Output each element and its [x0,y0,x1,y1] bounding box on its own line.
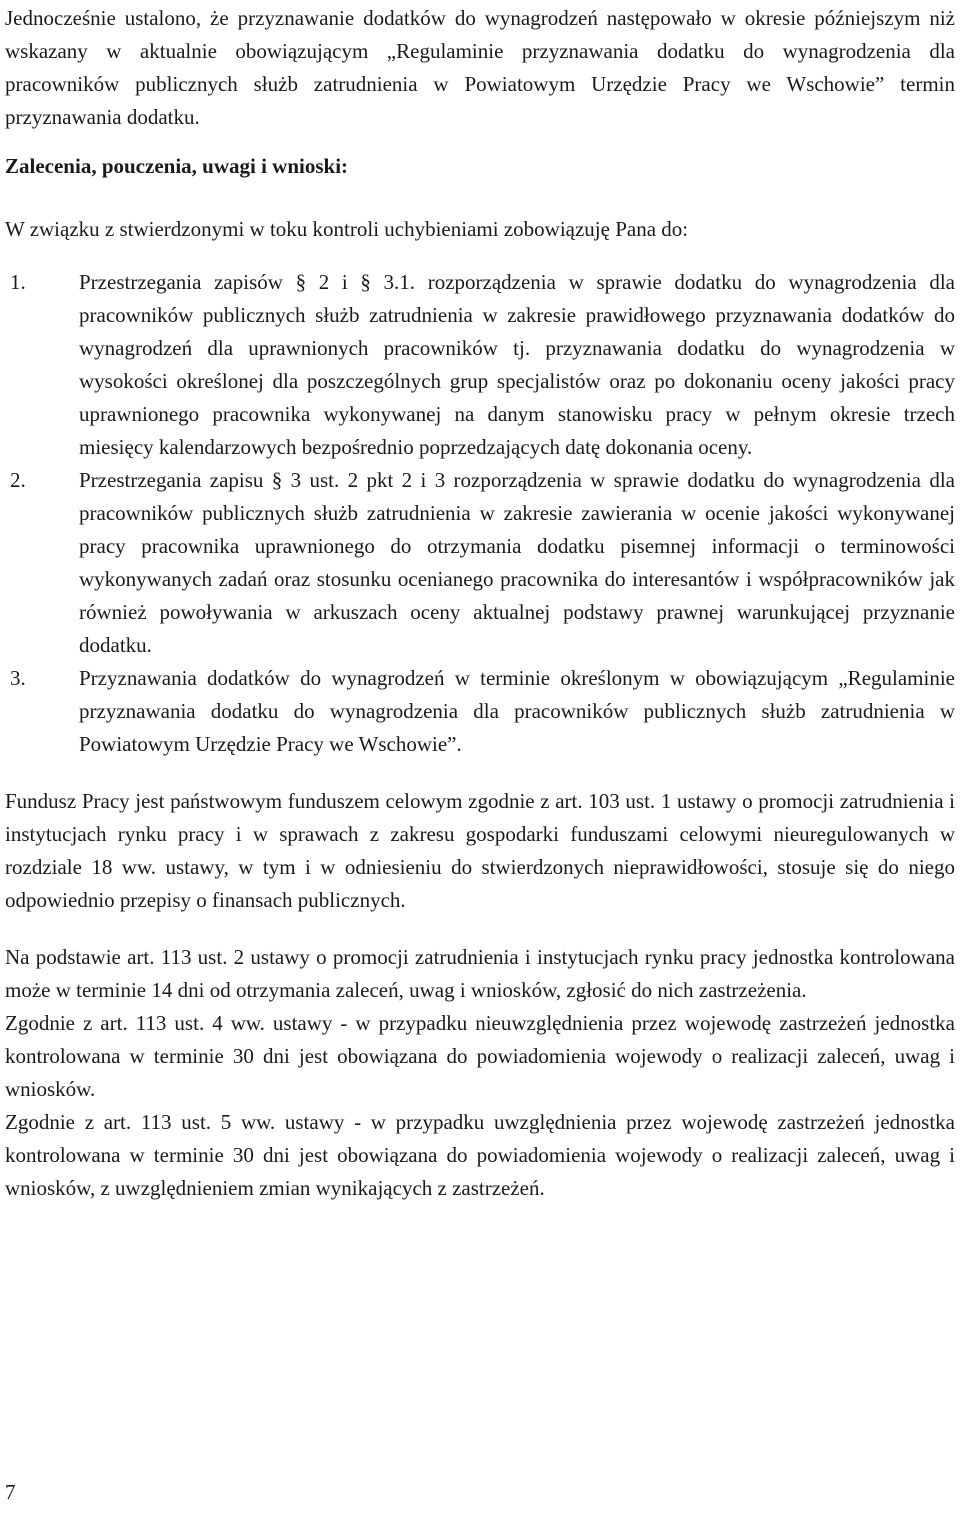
recommendation-item [5,266,955,464]
obligation-lead: W związku z stwierdzonymi w toku kontroli uchybieniami zobowiązuję Pana do: [5,217,689,241]
recommendation-text: Przyznawania dodatków do wynagrodzeń w terminie określonym w obowiązującym „Regulaminie przyznawania dodatku do wynagrodzenia dla pracowników publicznych służb zatrudnienia w Powiatowym Urzędzie Pracy we Wschowie”. [79,666,955,756]
recommendation-item [5,464,955,662]
art4-paragraph: Zgodnie z art. 113 ust. 4 ww. ustawy - w przypadku nieuwzględnienia przez wojewodę zastrzeżeń jednostka kontrolowana w terminie 30 dni jest obowiązana do powiadomienia wojewody o realizacji zaleceń, uwag i wniosków. [5,1011,955,1101]
intro-paragraph: Jednocześnie ustalono, że przyznawanie dodatków do wynagrodzeń następowało w okresie późniejszym niż wskazany w aktualnie obowiązującym „Regulaminie przyznawania dodatku do wynagrodzenia dla pracowników publicznych służb zatrudnienia w Powiatowym Urzędzie Pracy we Wschowie” termin przyznawania dodatku. [5,6,955,129]
document-page [5,2,955,1205]
recommendations-list [5,266,955,761]
page-number: 7 [5,1480,16,1504]
section-heading: Zalecenia, pouczenia, uwagi i wnioski: [5,154,349,178]
fund-paragraph: Fundusz Pracy jest państwowym funduszem celowym zgodnie z art. 103 ust. 1 ustawy o promocji zatrudnienia i instytucjach rynku pracy i w sprawach z zakresu gospodarki funduszami celowymi nieuregulowanych w rozdziale 18 ww. ustawy, w tym i w odniesieniu do stwierdzonych nieprawidłowości, stosuje się do niego odpowiednio przepisy o finansach publicznych. [5,789,955,912]
legal-basis-paragraph: Na podstawie art. 113 ust. 2 ustawy o promocji zatrudnienia i instytucjach rynku pracy jednostka kontrolowana może w terminie 14 dni od otrzymania zaleceń, uwag i wniosków, zgłosić do nich zastrzeżenia. [5,945,955,1002]
recommendation-number: 3. [10,666,26,690]
recommendation-text: Przestrzegania zapisów § 2 i § 3.1. rozporządzenia w sprawie dodatku do wynagrodzenia dla pracowników publicznych służb zatrudnienia w zakresie prawidłowego przyznawania dodatków do wynagrodzeń dla uprawnionych pracowników tj. przyznawania dodatku do wynagrodzenia w wysokości określonej dla poszczególnych grup specjalistów oraz po dokonaniu oceny jakości pracy uprawnionego pracownika wykonywanej na danym stanowisku pracy w pełnym okresie trzech miesięcy kalendarzowych bezpośrednio poprzedzających datę dokonania oceny. [79,270,955,459]
recommendation-item [5,662,955,761]
recommendation-number: 1. [10,270,26,294]
recommendation-text: Przestrzegania zapisu § 3 ust. 2 pkt 2 i 3 rozporządzenia w sprawie dodatku do wynagrodzenia dla pracowników publicznych służb zatrudnienia w zakresie zawierania w ocenie jakości wykonywanej pracy pracownika uprawnionego do otrzymania dodatku pisemnej informacji o terminowości wykonywanych zadań oraz stosunku ocenianego pracownika do interesantów i współpracowników jak również powoływania w arkuszach oceny aktualnej podstawy prawnej warunkującej przyznanie dodatku. [79,468,955,657]
recommendation-number: 2. [10,468,26,492]
art5-paragraph: Zgodnie z art. 113 ust. 5 ww. ustawy - w przypadku uwzględnienia przez wojewodę zastrzeżeń jednostka kontrolowana w terminie 30 dni jest obowiązana do powiadomienia wojewody o realizacji zaleceń, uwag i wniosków, z uwzględnieniem zmian wynikających z zastrzeżeń. [5,1110,955,1200]
